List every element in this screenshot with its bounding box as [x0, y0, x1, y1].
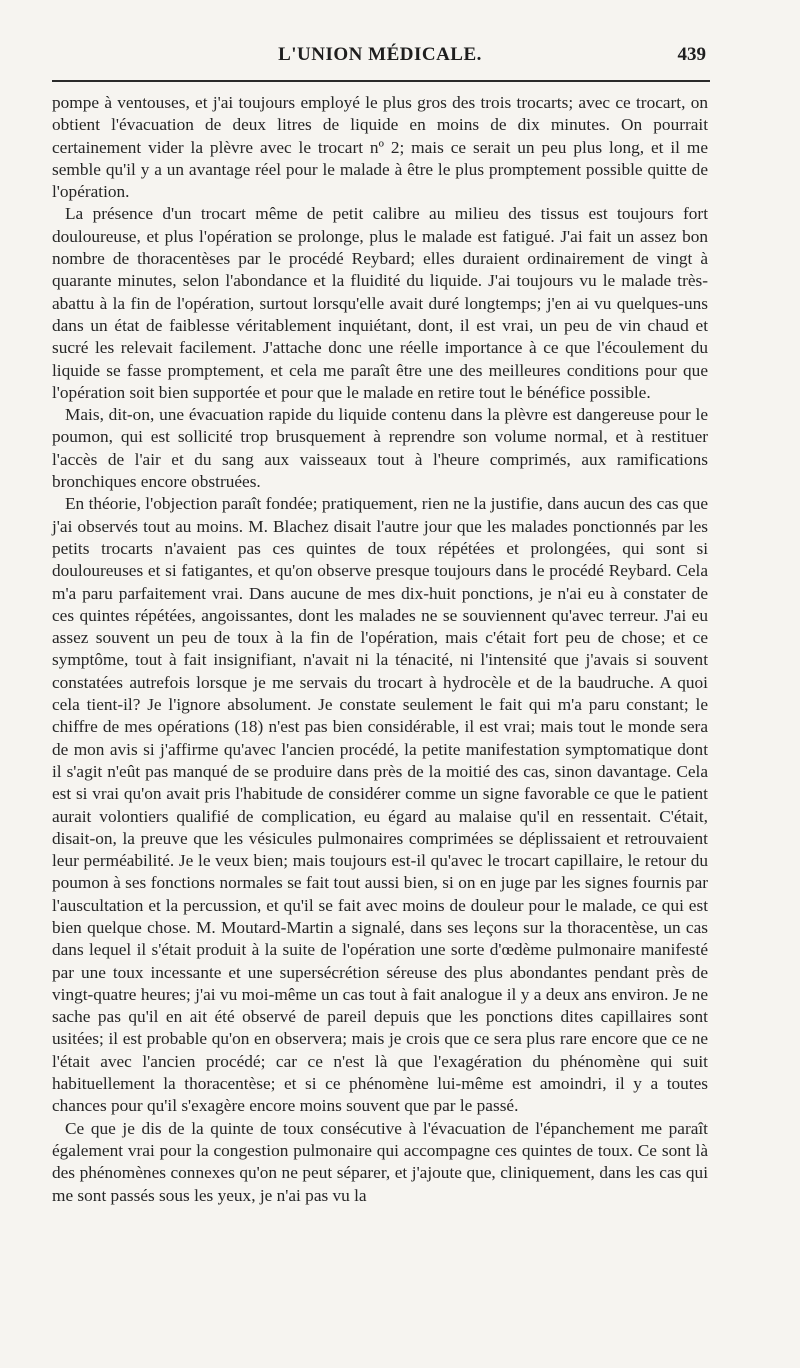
paragraph-3: Mais, dit-on, une évacuation rapide du liquide contenu dans la plèvre est dangereuse pour le poumon, qui est sollicité trop brusquement à reprendre son volume normal, et à restituer l'accès de l'air et du sang aux vaisseaux tout à l'heure comprimés, aux ramifications bronchiques encore obstruées.	[52, 405, 708, 492]
body-text	[52, 92, 708, 1207]
running-title: L'UNION MÉDICALE.	[278, 44, 482, 65]
paragraph-4: En théorie, l'objection paraît fondée; pratiquement, rien ne la justifie, dans aucun des cas que j'ai observés tout au moins. M. Blachez disait l'autre jour que les malades ponctionnés par les petits trocarts n'avaient pas ces quintes de toux répétées et prolongées, qui sont si douloureuses et si fatigantes, et qu'on observe presque toujours dans le procédé Reybard. Cela m'a paru parfaitement vrai. Dans aucune de mes dix-huit ponctions, je n'ai eu à constater de ces quintes répétées, angoissantes, dont les malades ne se souviennent qu'avec terreur. J'ai eu assez souvent un peu de toux à la fin de l'opération, mais c'était fort peu de chose; et ce symptôme, tout à fait insignifiant, n'avait ni la ténacité, ni l'intensité que j'avais si souvent constatées autrefois lorsque je me servais du trocart à hydrocèle et de la baudruche. A quoi cela tient-il? Je l'ignore absolument. Je constate seulement le fait qui m'a paru constant; le chiffre de mes opérations (18) n'est pas bien considérable, il est vrai; mais tout le monde sera de mon avis si j'affirme qu'avec l'ancien procédé, la petite manifestation symptomatique dont il s'agit n'eût pas manqué de se produire dans près de la moitié des cas, sinon davantage. Cela est si vrai qu'on avait pris l'habitude de considérer comme un signe favorable ce que le patient aurait volontiers qualifié de complication, eu égard au malaise qu'il en ressentait. C'était, disait-on, la preuve que les vésicules pulmonaires comprimées se déplissaient et retrouvaient leur perméabilité. Je le veux bien; mais toujours est-il qu'avec le trocart capillaire, le retour du poumon à ses fonctions normales se fait tout aussi bien, si on en juge par les signes fournis par l'auscultation et la percussion, et qu'il se fait avec moins de douleur pour le malade, ce qui est bien quelque chose. M. Moutard-Martin a signalé, dans ses leçons sur la thoracentèse, un cas dans lequel il s'était produit à la suite de l'opération une sorte d'œdème pulmonaire manifesté par une toux incessante et une supersécrétion séreuse des plus abondantes pendant près de vingt-quatre heures; j'ai vu moi-même un cas tout à fait analogue il y a deux ans environ. Je ne sache pas qu'il en ait été observé de pareil depuis que les ponctions dites capillaires sont usitées; il est probable qu'on en observera; mais je crois que ce sera plus rare encore que ce ne l'était avec l'ancien procédé; car ce n'est là que l'exagération du phénomène qui suit habituellement la thoracentèse; et si ce phénomène lui-même est amoindri, il y a toutes chances pour qu'il s'exagère encore moins souvent que par le passé.	[52, 494, 708, 1116]
page-number: 439	[677, 44, 706, 65]
paragraph-1: pompe à ventouses, et j'ai toujours employé le plus gros des trois trocarts; avec ce trocart, on obtient l'évacuation de deux litres de liquide en moins de dix minutes. On pourrait certainement vider la plèvre avec le trocart nº 2; mais ce serait un peu plus long, et il me semble qu'il y a un avantage réel pour le malade à être le plus promptement possible quitte de l'opération.	[52, 93, 708, 202]
page-header	[52, 44, 708, 76]
paragraph-2: La présence d'un trocart même de petit calibre au milieu des tissus est toujours fort douloureuse, et plus l'opération se prolonge, plus le malade est fatigué. J'ai fait un assez bon nombre de thoracentèses par le procédé Reybard; elles duraient ordinairement de vingt à quarante minutes, selon l'abondance et la fluidité du liquide. J'ai toujours vu le malade très-abattu à la fin de l'opération, surtout lorsqu'elle avait duré longtemps; j'en ai vu quelques-uns dans un état de faiblesse véritablement inquiétant, dont, il est vrai, un peu de vin chaud et sucré les relevait facilement. J'attache donc une réelle importance à ce que l'écoulement du liquide se fasse promptement, et cela me paraît être une des meilleures conditions pour que l'opération soit bien supportée et pour que le malade en retire tout le bénéfice possible.	[52, 204, 708, 402]
header-rule	[52, 80, 710, 82]
paragraph-5: Ce que je dis de la quinte de toux consécutive à l'évacuation de l'épanchement me paraît également vrai pour la congestion pulmonaire qui accompagne ces quintes de toux. Ce sont là des phénomènes connexes qu'on ne peut séparer, et j'ajoute que, cliniquement, dans les cas qui me sont passés sous les yeux, je n'ai pas vu la	[52, 1118, 708, 1205]
